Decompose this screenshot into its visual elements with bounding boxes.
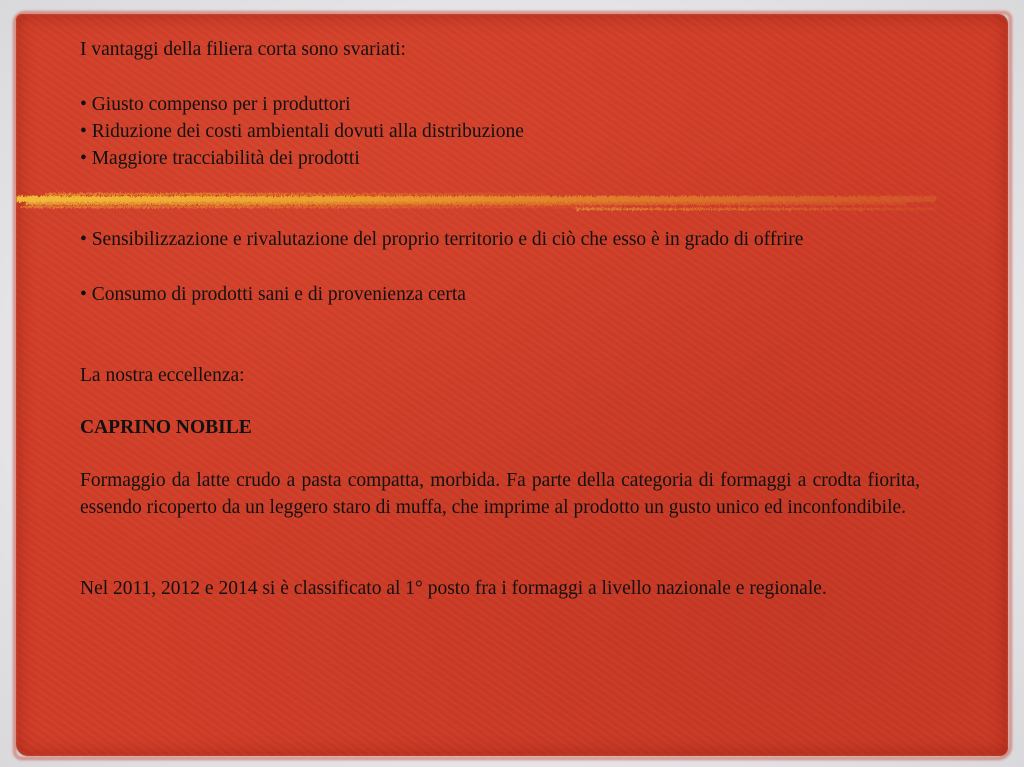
list-item: • Riduzione dei costi ambientali dovuti alla distribuzione (80, 121, 524, 142)
intro-text: I vantaggi della filiera corta sono svariati: (80, 39, 406, 60)
list-item: • Giusto compenso per i produttori (80, 94, 351, 115)
product-description: Formaggio da latte crudo a pasta compatta, morbida. Fa parte della categoria di formaggi a crodta fiorita, essendo ricoperto da un leggero staro di muffa, che imprime al prodotto un gusto unico ed inconfondibile. (80, 470, 920, 518)
excellence-label: La nostra eccellenza: (80, 365, 245, 386)
awards-text: Nel 2011, 2012 e 2014 si è classificato al 1° posto fra i formaggi a livello nazionale e regionale. (80, 578, 827, 599)
list-item: • Maggiore tracciabilità dei prodotti (80, 148, 360, 169)
chalk-stripe-decoration (16, 190, 956, 218)
list-item: • Consumo di prodotti sani e di provenienza certa (80, 284, 466, 305)
product-name: CAPRINO NOBILE (80, 417, 252, 438)
list-item: • Sensibilizzazione e rivalutazione del proprio territorio e di ciò che esso è in grado di offrire (80, 229, 804, 250)
